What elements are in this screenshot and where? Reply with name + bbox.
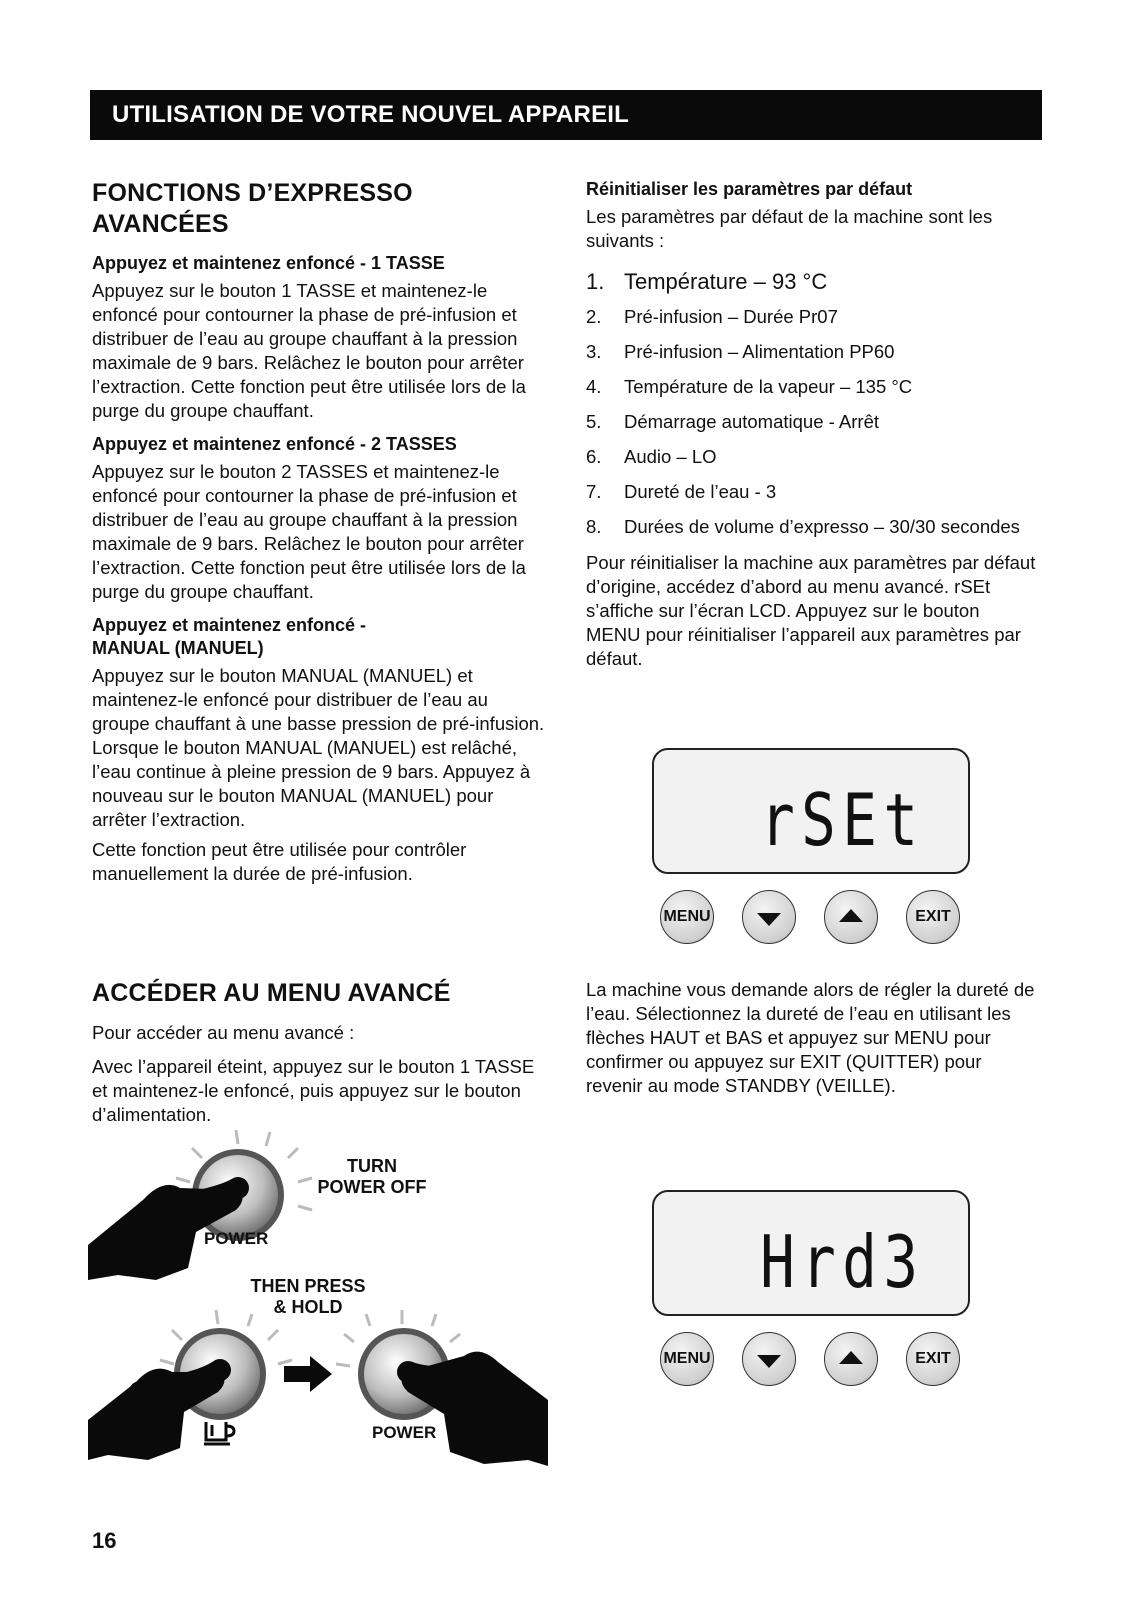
then-label-line1: THEN PRESS bbox=[250, 1276, 366, 1296]
advanced-menu-text1: Pour accéder au menu avancé : bbox=[92, 1022, 355, 1043]
manual-text-2: Cette fonction peut être utilisée pour contrôler manuellement la durée de pré-infusion. bbox=[92, 839, 467, 884]
two-cups-text: Appuyez sur le bouton 2 TASSES et maintenez-le enfoncé pour contourner la phase de pré-infusion et distribuer de l’eau au groupe chauffant à la pression maximale de 9 bars. Relâchez le bouton pour arrêter l’extraction. Cette fonction peut être utilisée lors de la purge du groupe chauffant. bbox=[92, 461, 526, 602]
cup-icon bbox=[204, 1422, 234, 1444]
down-arrow-icon bbox=[757, 1355, 781, 1368]
power-button-illustration bbox=[88, 1130, 548, 1480]
lcd-display-text: rSEt bbox=[759, 778, 924, 862]
left-column bbox=[92, 178, 550, 892]
manual-heading-line2: MANUAL (MANUEL) bbox=[92, 638, 264, 658]
down-arrow-icon bbox=[757, 913, 781, 926]
reset-instructions: Pour réinitialiser la machine aux paramètres par défaut d’origine, accédez d’abord au menu avancé. rSEt s’affiche sur l’écran LCD. Appuyez sur le bouton MENU pour réinitialiser l’appareil aux paramètres par défaut. bbox=[586, 552, 1036, 669]
control-buttons bbox=[652, 890, 972, 950]
list-item: 7. Dureté de l’eau - 3 bbox=[586, 481, 777, 502]
advanced-menu-section bbox=[92, 978, 550, 1133]
turn-label-line1: TURN bbox=[347, 1156, 397, 1176]
one-cup-heading: Appuyez et maintenez enfoncé - 1 TASSE bbox=[92, 253, 445, 273]
section-banner: UTILISATION DE VOTRE NOUVEL APPAREIL bbox=[90, 90, 1042, 140]
list-item: 4. Température de la vapeur – 135 °C bbox=[586, 376, 913, 397]
menu-button[interactable]: MENU bbox=[660, 890, 714, 944]
power-label-bottom: POWER bbox=[372, 1423, 437, 1442]
down-button[interactable] bbox=[742, 1332, 796, 1386]
defaults-list bbox=[586, 269, 1036, 539]
up-button[interactable] bbox=[824, 1332, 878, 1386]
manual-heading bbox=[92, 614, 550, 660]
list-item: 1. Température – 93 °C bbox=[586, 269, 828, 294]
menu-button[interactable]: MENU bbox=[660, 1332, 714, 1386]
right-column bbox=[586, 178, 1036, 677]
lcd-panel-hardness bbox=[652, 1190, 972, 1392]
reset-defaults-intro: Les paramètres par défaut de la machine sont les suivants : bbox=[586, 206, 993, 251]
advanced-menu-title: ACCÉDER AU MENU AVANCÉ bbox=[92, 979, 451, 1007]
exit-button[interactable]: EXIT bbox=[906, 890, 960, 944]
down-button[interactable] bbox=[742, 890, 796, 944]
reset-defaults-heading: Réinitialiser les paramètres par défaut bbox=[586, 179, 913, 199]
exit-button[interactable]: EXIT bbox=[906, 1332, 960, 1386]
lcd-screen bbox=[652, 748, 970, 874]
manual-heading-line1: Appuyez et maintenez enfoncé - bbox=[92, 615, 367, 635]
list-item: 6. Audio – LO bbox=[586, 446, 717, 467]
advanced-functions-title: FONCTIONS D’EXPRESSO AVANCÉES bbox=[92, 179, 413, 238]
advanced-menu-text2: Avec l’appareil éteint, appuyez sur le bouton 1 TASSE et maintenez-le enfoncé, puis appuyez sur le bouton d’alimentation. bbox=[92, 1056, 535, 1125]
manual-text: Appuyez sur le bouton MANUAL (MANUEL) et maintenez-le enfoncé pour distribuer de l’eau au groupe chauffant à une basse pression de pré-infusion. Lorsque le bouton MANUAL (MANUEL) est relâché, l’eau continue à pleine pression de 9 bars. Appuyez à nouveau sur le bouton MANUAL (MANUEL) pour arrêter l’extraction. bbox=[92, 665, 545, 830]
water-hardness-section bbox=[586, 978, 1036, 1104]
list-item: 8. Durées de volume d’expresso – 30/30 secondes bbox=[586, 516, 1020, 537]
one-cup-text: Appuyez sur le bouton 1 TASSE et maintenez-le enfoncé pour contourner la phase de pré-infusion et distribuer de l’eau au groupe chauffant à la pression maximale de 9 bars. Relâchez le bouton pour arrêter l’extraction. Cette fonction peut être utilisée lors de la purge du groupe chauffant. bbox=[92, 280, 526, 421]
then-label-line2: & HOLD bbox=[273, 1297, 343, 1317]
control-buttons bbox=[652, 1332, 972, 1392]
list-item: 5. Démarrage automatique - Arrêt bbox=[586, 411, 880, 432]
lcd-panel-reset bbox=[652, 748, 972, 950]
turn-power-off-label bbox=[312, 1156, 432, 1198]
up-arrow-icon bbox=[839, 909, 863, 922]
power-label-top: POWER bbox=[204, 1229, 269, 1248]
then-press-hold-label bbox=[238, 1276, 378, 1318]
turn-label-line2: POWER OFF bbox=[317, 1177, 427, 1197]
page-number: 16 bbox=[92, 1528, 117, 1553]
up-arrow-icon bbox=[839, 1351, 863, 1364]
up-button[interactable] bbox=[824, 890, 878, 944]
lcd-display-text: Hrd3 bbox=[759, 1220, 924, 1304]
lcd-screen bbox=[652, 1190, 970, 1316]
two-cups-heading: Appuyez et maintenez enfoncé - 2 TASSES bbox=[92, 434, 457, 454]
water-hardness-text: La machine vous demande alors de régler la dureté de l’eau. Sélectionnez la dureté de l’eau en utilisant les flèches HAUT et BAS et appuyez sur MENU pour confirmer ou appuyez sur EXIT (QUITTER) pour revenir au mode STANDBY (VEILLE). bbox=[586, 979, 1035, 1096]
list-item: 2. Pré-infusion – Durée Pr07 bbox=[586, 306, 838, 327]
list-item: 3. Pré-infusion – Alimentation PP60 bbox=[586, 341, 895, 362]
